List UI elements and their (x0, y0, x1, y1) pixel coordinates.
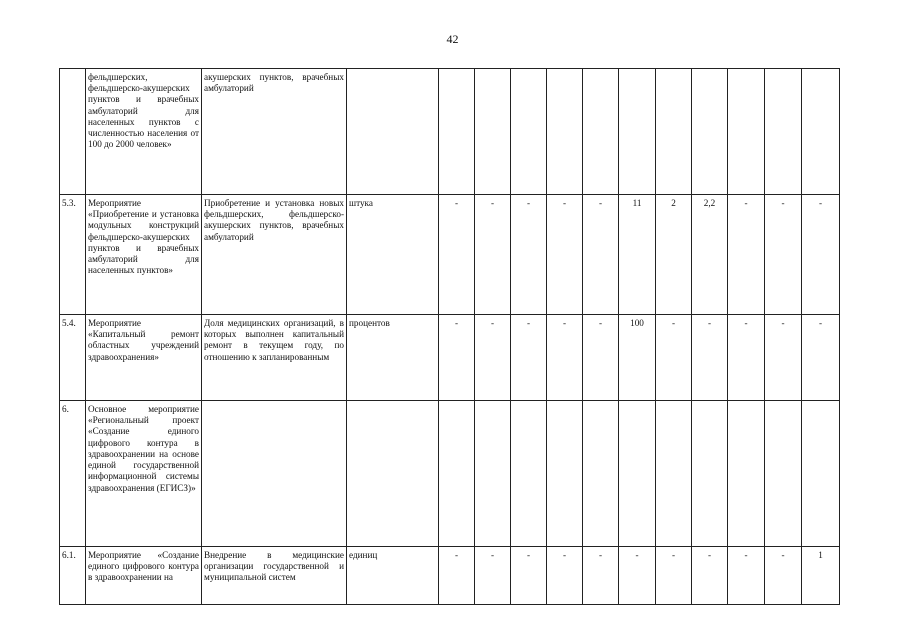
value-cell: - (765, 315, 802, 401)
value-cell (475, 401, 511, 547)
value-cell (511, 69, 547, 195)
table-row (60, 315, 840, 401)
value-cell: - (656, 315, 692, 401)
measure-name: Мероприятие «Капитальный ремонт областных учреждений здравоохранения» (86, 315, 202, 401)
unit-cell (347, 401, 439, 547)
indicator-name: акушерских пунктов, врачебных амбулаторий (202, 69, 347, 195)
value-cell (547, 401, 583, 547)
value-cell (439, 69, 475, 195)
value-cell: - (765, 547, 802, 605)
value-cell: - (511, 315, 547, 401)
value-cell: - (728, 195, 765, 315)
indicator-name: Доля медицинских организаций, в которых выполнен капитальный ремонт в текущем году, по отношению к запланированным (202, 315, 347, 401)
value-cell: - (547, 195, 583, 315)
value-cell (692, 69, 728, 195)
value-cell (802, 69, 840, 195)
value-cell (583, 69, 619, 195)
row-number: 6. (60, 401, 86, 547)
value-cell: - (475, 315, 511, 401)
value-cell (802, 401, 840, 547)
value-cell: - (439, 195, 475, 315)
value-cell: - (692, 547, 728, 605)
value-cell (728, 69, 765, 195)
value-cell: - (475, 195, 511, 315)
indicator-name (202, 401, 347, 547)
value-cell (692, 401, 728, 547)
value-cell: - (692, 315, 728, 401)
value-cell: 11 (619, 195, 656, 315)
value-cell: - (439, 547, 475, 605)
table-row (60, 69, 840, 195)
value-cell (619, 401, 656, 547)
row-number: 5.3. (60, 195, 86, 315)
row-number: 6.1. (60, 547, 86, 605)
value-cell: - (656, 547, 692, 605)
measure-name: фельдшерских, фельдшерско-акушерских пунктов и врачебных амбулаторий для населенных пунктов с численностью населения от 100 до 2000 человек» (86, 69, 202, 195)
value-cell (656, 401, 692, 547)
program-table (59, 68, 840, 605)
value-cell (765, 401, 802, 547)
measure-name: Мероприятие «Приобретение и установка модульных конструкций фельдшерско-акушерских пунктов и врачебных амбулаторий для населенных пунктов» (86, 195, 202, 315)
value-cell (765, 69, 802, 195)
unit-cell: единиц (347, 547, 439, 605)
value-cell (619, 69, 656, 195)
indicator-name: Внедрение в медицинские организации государственной и муниципальной систем (202, 547, 347, 605)
table-row (60, 547, 840, 605)
value-cell: - (547, 547, 583, 605)
value-cell (547, 69, 583, 195)
value-cell: 1 (802, 547, 840, 605)
value-cell: - (439, 315, 475, 401)
value-cell: - (547, 315, 583, 401)
value-cell: 100 (619, 315, 656, 401)
value-cell (511, 401, 547, 547)
value-cell: - (802, 195, 840, 315)
value-cell: - (765, 195, 802, 315)
value-cell: 2 (656, 195, 692, 315)
value-cell: - (728, 315, 765, 401)
indicator-name: Приобретение и установка новых фельдшерских, фельдшерско-акушерских пунктов, врачебных амбулаторий (202, 195, 347, 315)
unit-cell (347, 69, 439, 195)
row-number: 5.4. (60, 315, 86, 401)
value-cell: - (511, 547, 547, 605)
value-cell: - (583, 547, 619, 605)
value-cell (728, 401, 765, 547)
value-cell: - (728, 547, 765, 605)
page-number: 42 (446, 32, 459, 46)
value-cell: - (475, 547, 511, 605)
row-number (60, 69, 86, 195)
value-cell: - (619, 547, 656, 605)
table-row (60, 195, 840, 315)
value-cell: - (583, 195, 619, 315)
value-cell (656, 69, 692, 195)
value-cell: - (583, 315, 619, 401)
value-cell: - (802, 315, 840, 401)
value-cell (583, 401, 619, 547)
value-cell (475, 69, 511, 195)
value-cell: 2,2 (692, 195, 728, 315)
measure-name: Мероприятие «Создание единого цифрового контура в здравоохранении на (86, 547, 202, 605)
value-cell (439, 401, 475, 547)
table-row (60, 401, 840, 547)
unit-cell: процентов (347, 315, 439, 401)
unit-cell: штука (347, 195, 439, 315)
measure-name: Основное мероприятие «Региональный проект «Создание единого цифрового контура в здравоохранении на основе единой государственной информационной системы здравоохранения (ЕГИСЗ)» (86, 401, 202, 547)
value-cell: - (511, 195, 547, 315)
